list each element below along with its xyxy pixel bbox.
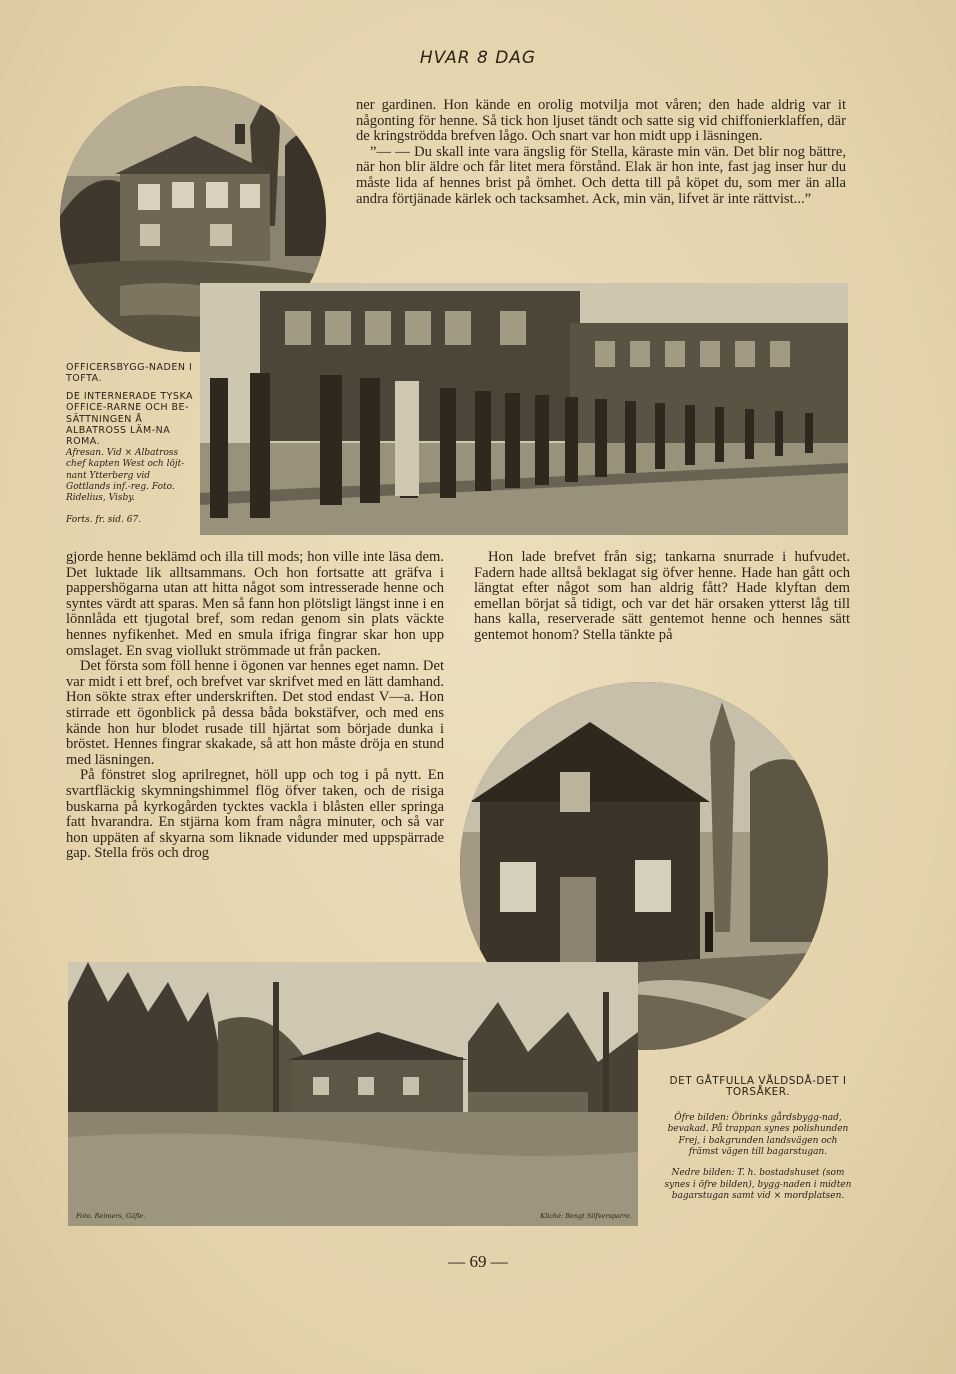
caption-upper-image: Öfre bilden: Öbrinks gårdsbygg-nad, bevakad. På trappan synes polishunden Frej, i bakgrunden landsvägen och främst vägen till bagarstugan. [667,1112,849,1158]
paragraph: Det första som föll henne i ögonen var hennes eget namn. Det var midt i ett bref, och brefvet var skrifvet med en lätt damhand. Hon sökte strax efter underskriften. Det stod endast V—a. Hon stirrade ett ögonblick på dessa båda bokstäfver, och med ens kände hon hur blodet rusade till hjärtat som började dunka i bröstet. Hennes fingrar skakade, så att hon måste dröja en stund med läsningen. [66,658,444,768]
article-text-top [356,98,846,207]
train-illustration [200,283,848,535]
paragraph: På fönstret slog aprilregnet, höll upp och tog i på nytt. En svartfläckig skymningshimmel flög öfver taken, och de risiga buskarna på kyrkogården tycktes vackla i blåsten eller springa fatt hvarandra. En stjärna kom fram några minuter, och så var hon uppäten af skyarna som liknade vidunder med uppspärrade gap. Stella frös och drog [66,767,444,862]
train-photo-caption [66,362,194,526]
bakehouse-illustration [68,962,638,1226]
paragraph: Hon lade brefvet från sig; tankarna snurrade i hufvudet. Fadern hade alltså beklagat sig öfver henne. Hade han gått och längtat efter något som han aldrig fått? Hade klyftan dem emellan börjat så tidigt, och var det här orsaken ytterst låg till hans kalla, reserverade sätt gentemot henne och hennes sätt gentemot honom? Stella tänkte på [474,549,850,643]
engraving-credit: Kliché: Bengt Silfversparre. [540,1212,632,1220]
caption-title: DET GÅTFULLA VÅLDSDÅ-DET I TORSÅKER. [669,1075,847,1099]
continued-note: Forts. fr. sid. 67. [66,514,142,525]
paragraph: ner gardinen. Hon kände en orolig motvilja mot våren; den hade aldrig var it någonting för henne. Så tick hon ljuset tändt och satte sig vid chiffonierklaffen, där de kringströdda brefven lågo. Och snart var hon midt upp i läsningen. [356,97,846,145]
article-text-right [474,550,850,644]
article-text-left [66,550,444,862]
farm-photo-caption [664,1076,852,1203]
paragraph: gjorde henne beklämd och illa till mods; hon ville inte läsa dem. Det luktade lik alltsammans. Och hon fortsatte att gräfva i pappershögarna utan att hitta något som intresserade henne och syntes värdt att sparas. Men så fann hon plötsligt längst inne i en lönnlåda ett tjugotal bref, som redan genom sin plats väckte hennes nyfikenhet. Med en smula ifriga fingrar skar hon upp omslaget. En svag viollukt strömmade ut från packen. [66,549,444,659]
caption-title: OFFICERSBYGG-NADEN I TOFTA. [66,362,193,385]
bakehouse-photo [68,962,638,1226]
photo-credit: Foto. Reimers, Gäfle. [76,1212,146,1220]
page-header: HVAR 8 DAG [419,48,537,68]
paragraph: ”— — Du skall inte vara ängslig för Stella, käraste min vän. Det blir nog bättre, när hon blir äldre och får litet mera förstånd. Elak är hon inte, fast jag inser hur du måste lida af hennes brist på ömhet. Och detta till på köpet du, som mer än alla andra förtjänade kärlek och tacksamhet. Ack, min vän, lifvet är inte rättvist...” [356,143,846,207]
train-photo [200,283,848,535]
caption-italic: Afresan. Vid × Albatross chef kapten West och löjt-nant Ytterberg vid Gottlands inf.-reg. Foto. Ridelius, Visby. [66,447,185,504]
caption-lower-image: Nedre bilden: T. h. bostadshuset (som synes i öfre bilden), bygg-naden i midten bagarstugan samt vid × mordplatsen. [664,1168,852,1202]
page-number: — 69 — [448,1252,508,1271]
caption-description: DE INTERNERADE TYSKA OFFICE-RARNE OCH BE-SÄTTNINGEN Å ALBATROSS LÄM-NA ROMA. [66,390,194,448]
